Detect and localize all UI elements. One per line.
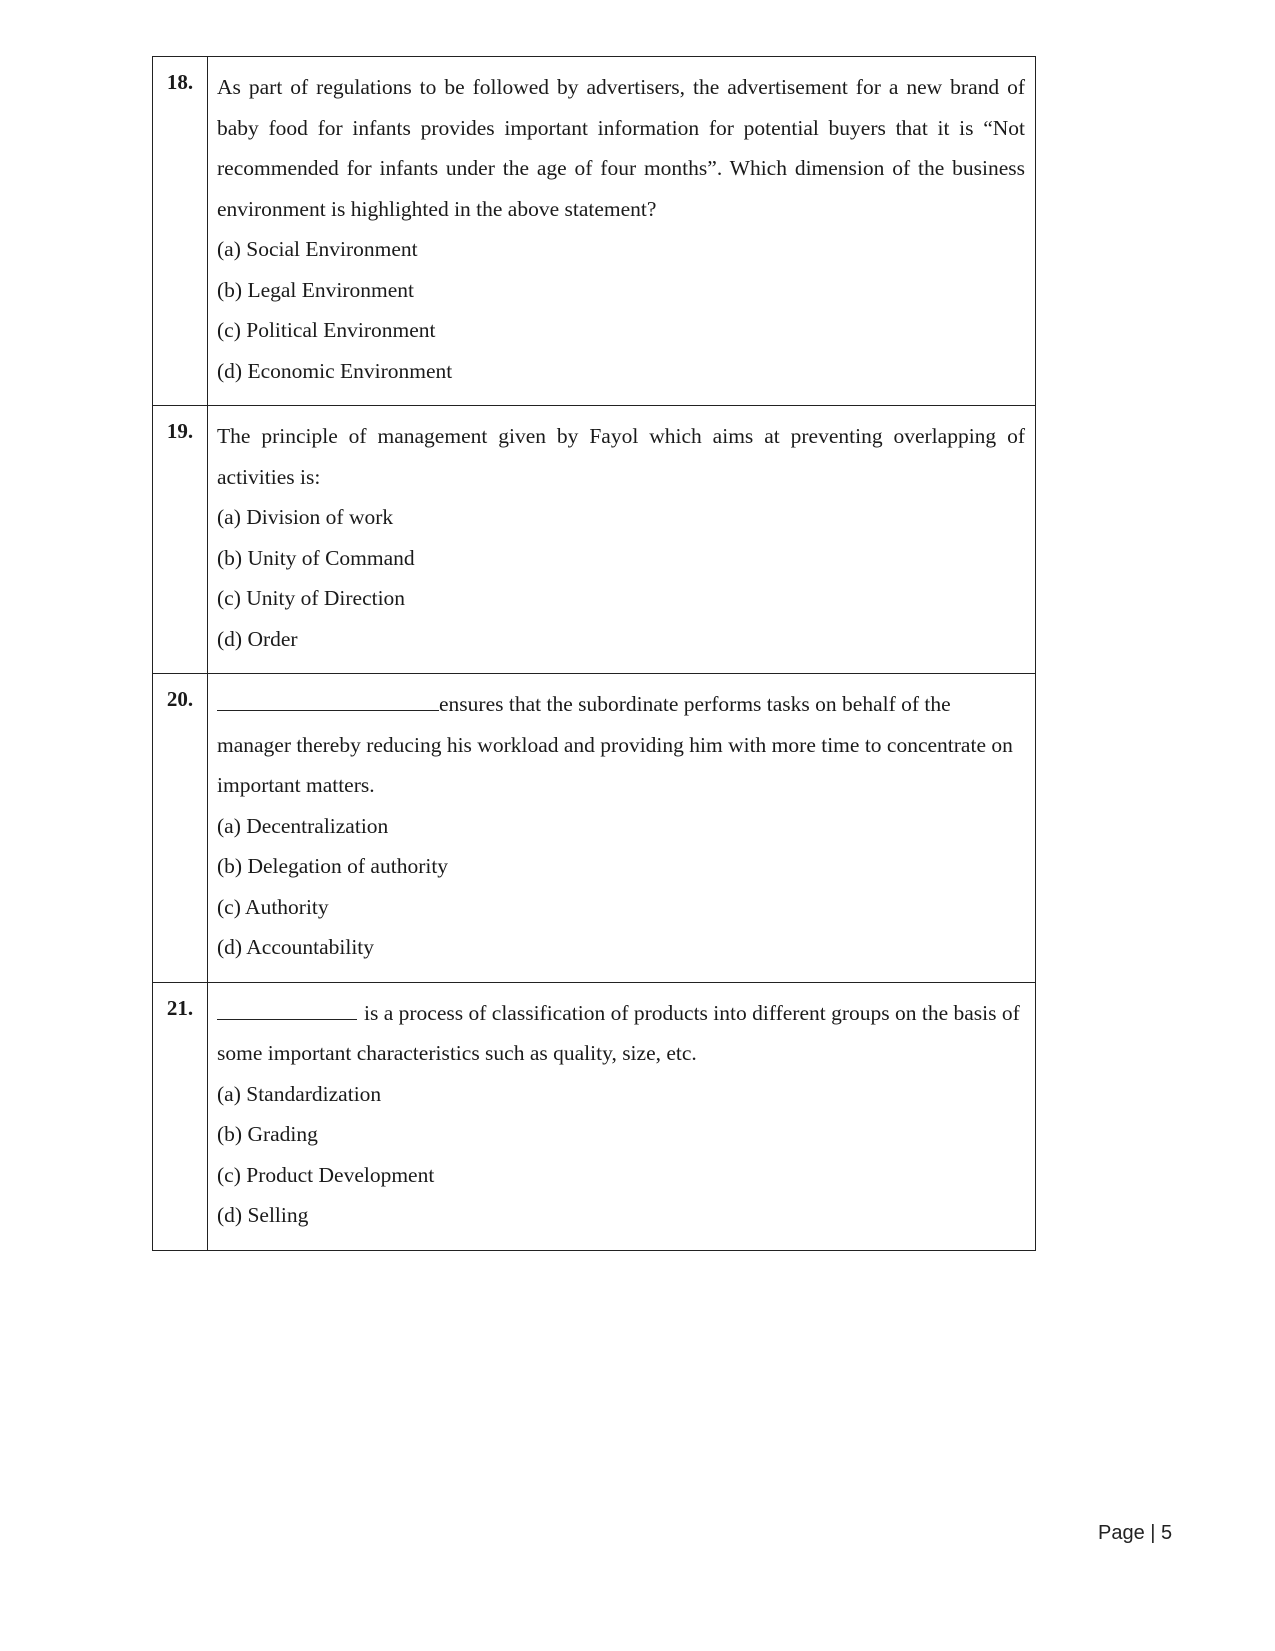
option-d: (d) Economic Environment	[217, 358, 453, 383]
question-body	[208, 674, 1036, 983]
question-table	[152, 56, 1036, 1251]
question-text: ensures that the subordinate performs tasks on behalf of the manager thereby reducing his workload and providing him with more time to concentrate on important matters.	[217, 692, 1013, 797]
question-row-21	[153, 982, 1036, 1250]
option-a: (a) Social Environment	[217, 237, 418, 261]
question-body	[208, 57, 1036, 406]
option-d: (d) Accountability	[217, 935, 375, 959]
question-row-19	[153, 406, 1036, 674]
option-b: (b) Legal Environment	[217, 277, 415, 302]
question-number: 19.	[153, 406, 208, 674]
option-a: (a) Standardization	[217, 1081, 382, 1106]
option-b: (b) Delegation of authority	[217, 854, 449, 878]
question-number: 18.	[153, 57, 208, 406]
page-number: Page | 5	[1098, 1522, 1173, 1544]
fill-in-blank	[217, 995, 357, 1020]
question-row-18	[153, 57, 1036, 406]
option-b: (b) Grading	[217, 1122, 318, 1146]
fill-in-blank	[217, 686, 439, 711]
question-body	[208, 982, 1036, 1250]
option-d: (d) Selling	[217, 1203, 309, 1227]
question-number: 21.	[153, 982, 208, 1250]
option-c: (c) Product Development	[217, 1162, 435, 1187]
question-text-wrapper	[217, 684, 1025, 806]
option-a: (a) Decentralization	[217, 813, 389, 838]
option-d: (d) Order	[217, 626, 298, 651]
option-b: (b) Unity of Command	[217, 545, 415, 570]
option-c: (c) Political Environment	[217, 318, 436, 342]
option-c: (c) Authority	[217, 894, 329, 919]
option-a: (a) Division of work	[217, 505, 394, 529]
question-text: As part of regulations to be followed by advertisers, the advertisement for a new brand of baby food for infants provides important information for potential buyers that it is “Not recommended for infants under the age of four months”. Which dimension of the business environment is highlighted in the above statement?	[217, 75, 1025, 221]
question-text: is a process of classification of products into different groups on the basis of some important characteristics such as quality, size, etc.	[217, 1000, 1020, 1065]
question-row-20	[153, 674, 1036, 983]
question-number: 20.	[153, 674, 208, 983]
question-text-wrapper	[217, 993, 1025, 1074]
question-text: The principle of management given by Fayol which aims at preventing overlapping of activities is:	[217, 424, 1025, 489]
question-body	[208, 406, 1036, 674]
option-c: (c) Unity of Direction	[217, 586, 406, 610]
